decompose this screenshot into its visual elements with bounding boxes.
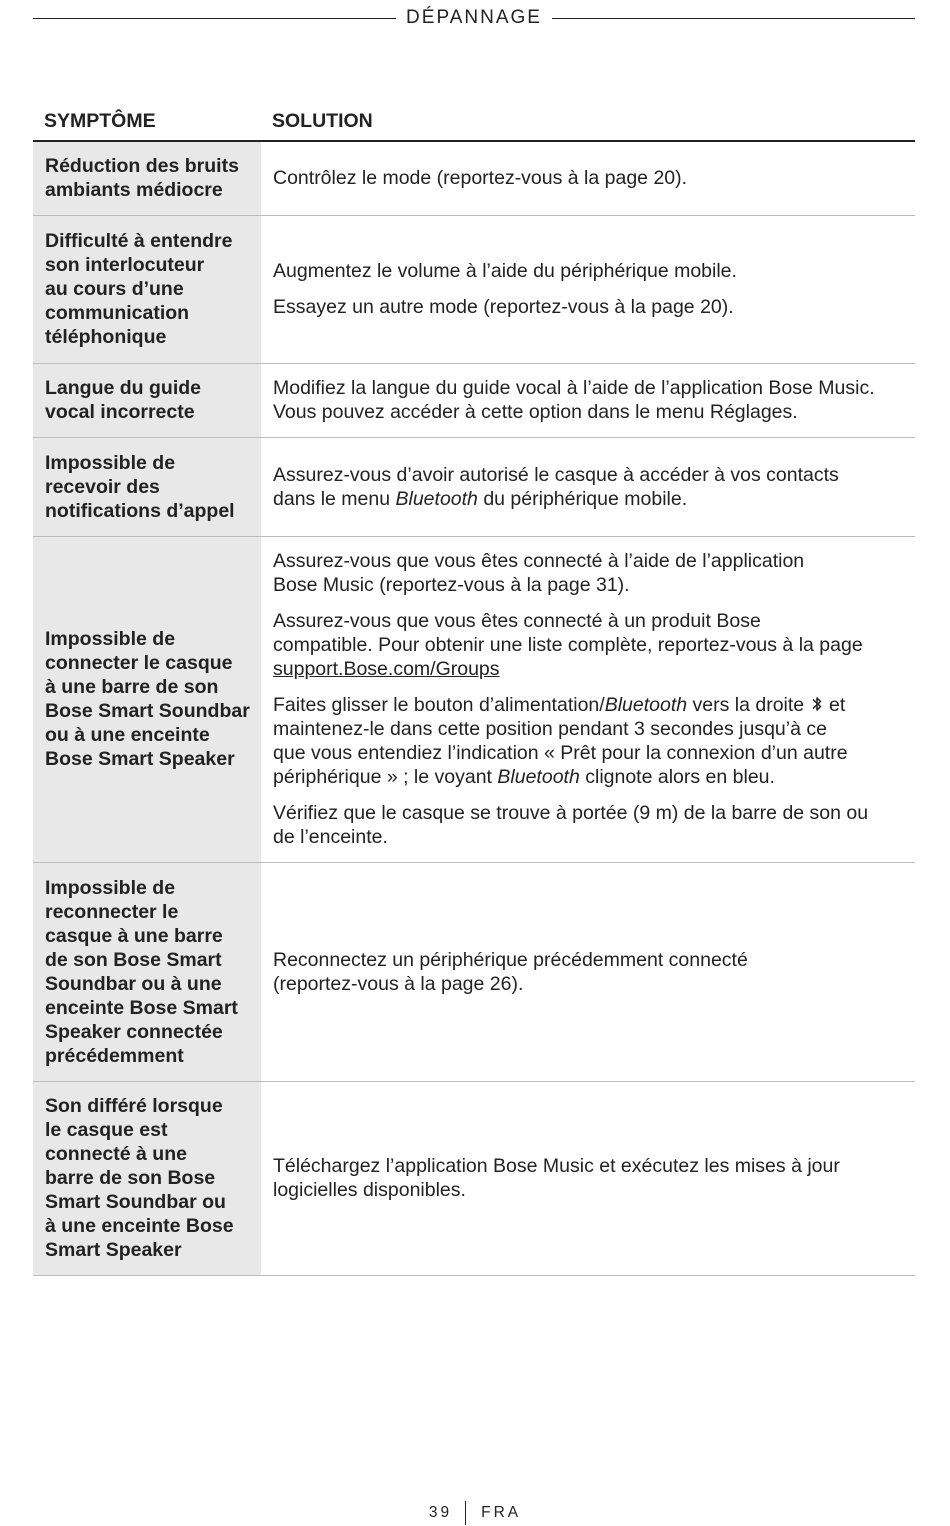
solution-text: Contrôlez le mode (reportez-vous à la page 20). [273, 167, 688, 190]
column-header-symptom: SYMPTÔME [33, 105, 261, 141]
symptom-cell [33, 1081, 261, 1275]
solution-text [273, 376, 905, 424]
table-row [33, 536, 915, 862]
solution-cell [261, 437, 915, 536]
symptom-line: enceinte Bose Smart [45, 996, 238, 1019]
symptom-cell [33, 862, 261, 1081]
solution-text [273, 609, 905, 681]
solution-line: Reconnectez un périphérique précédemment connecté [273, 948, 748, 971]
solution-line: Assurez-vous d’avoir autorisé le casque à accéder à vos contacts [273, 463, 839, 486]
page-number: 39 [428, 1504, 453, 1521]
symptom-line: son interlocuteur [45, 254, 205, 276]
bluetooth-term: Bluetooth [604, 694, 688, 716]
symptom-line: Soundbar ou à une [45, 972, 222, 995]
solution-line: maintenez-le dans cette position pendant 3 secondes jusqu’à ce [273, 718, 827, 740]
symptom-line: reconnecter le [45, 900, 179, 923]
symptom-line: Impossible de [45, 451, 176, 474]
symptom-cell [33, 536, 261, 862]
solution-line: périphérique » ; le voyant [273, 766, 498, 788]
solution-text [273, 948, 905, 996]
solution-cell [261, 141, 915, 215]
bluetooth-term: Bluetooth [395, 487, 478, 510]
symptom-cell [33, 215, 261, 363]
solution-line: (reportez-vous à la page 26). [273, 972, 524, 995]
symptom-line: Bose Smart Speaker [45, 748, 235, 770]
symptom-line: téléphonique [45, 326, 167, 348]
symptom-line: Langue du guide [45, 377, 201, 399]
symptom-line: à une enceinte Bose [45, 1215, 234, 1237]
symptom-line: barre de son Bose [45, 1167, 216, 1189]
table-row [33, 141, 915, 215]
symptom-line: Impossible de [45, 876, 176, 899]
symptom-line: Difficulté à entendre [45, 230, 233, 252]
solution-line: du périphérique mobile. [477, 487, 688, 510]
solution-line: Modifiez la langue du guide vocal à l’aide de l’application Bose Music. [273, 377, 875, 399]
symptom-cell [33, 437, 261, 536]
solution-line: clignote alors en bleu. [579, 766, 775, 788]
solution-cell [261, 862, 915, 1081]
table-row [33, 862, 915, 1081]
symptom-line: connecté à une [45, 1143, 187, 1165]
solution-text [273, 1154, 905, 1202]
column-header-solution: SOLUTION [261, 105, 915, 141]
symptom-line: Réduction des bruits [45, 155, 239, 178]
solution-text [273, 463, 905, 511]
table-header-row [33, 105, 915, 141]
table-row [33, 437, 915, 536]
symptom-line: Son différé lorsque [45, 1095, 223, 1117]
symptom-line: casque à une barre [45, 924, 223, 947]
support-link[interactable]: support.Bose.com/Groups [273, 658, 500, 680]
solution-line: dans le menu [273, 487, 396, 510]
solution-text: Augmentez le volume à l’aide du périphérique mobile. [273, 260, 737, 282]
symptom-line: notifications d’appel [45, 499, 235, 522]
solution-line: que vous entendiez l’indication « Prêt pour la connexion d’un autre [273, 742, 848, 764]
solution-line: et [823, 694, 846, 716]
symptom-line: ou à une enceinte [45, 724, 210, 746]
symptom-line: au cours d’une [45, 278, 184, 300]
footer-divider [465, 1501, 466, 1525]
table-row [33, 363, 915, 437]
solution-line: de l’enceinte. [273, 826, 388, 848]
solution-text [273, 801, 905, 849]
symptom-line: Smart Speaker [45, 1239, 182, 1261]
solution-line: Vérifiez que le casque se trouve à portée (9 m) de la barre de son ou [273, 802, 869, 824]
section-header [33, 6, 915, 30]
symptom-line: à une barre de son [45, 676, 219, 698]
solution-line: Faites glisser le bouton d’alimentation/ [273, 694, 605, 716]
section-title: DÉPANNAGE [406, 7, 542, 28]
solution-line: logicielles disponibles. [273, 1179, 466, 1201]
solution-line: Téléchargez l’application Bose Music et exécutez les mises à jour [273, 1155, 840, 1177]
solution-line: Bose Music (reportez-vous à la page 31). [273, 574, 630, 596]
solution-text: Essayez un autre mode (reportez-vous à la page 20). [273, 296, 734, 318]
header-rule-right [552, 18, 915, 19]
symptom-cell [33, 363, 261, 437]
solution-cell [261, 536, 915, 862]
page-footer [0, 1500, 950, 1526]
symptom-line: communication [45, 302, 190, 324]
solution-cell [261, 215, 915, 363]
symptom-line: Smart Soundbar ou [45, 1191, 226, 1213]
symptom-line: recevoir des [45, 475, 160, 498]
solution-line: compatible. Pour obtenir une liste complète, reportez-vous à la page [273, 634, 863, 656]
symptom-line: précédemment [45, 1044, 184, 1067]
bluetooth-term: Bluetooth [497, 766, 580, 788]
symptom-line: de son Bose Smart [45, 948, 222, 971]
solution-line: Assurez-vous que vous êtes connecté à l’aide de l’application [273, 550, 805, 572]
language-code: FRA [481, 1504, 522, 1521]
solution-cell [261, 363, 915, 437]
symptom-line: Impossible de [45, 628, 176, 650]
symptom-line: le casque est [45, 1119, 168, 1141]
troubleshooting-table [33, 105, 915, 1276]
solution-line: vers la droite [687, 694, 810, 716]
symptom-line: Speaker connectée [45, 1020, 223, 1043]
solution-line: Assurez-vous que vous êtes connecté à un produit Bose [273, 610, 761, 632]
symptom-line: Bose Smart Soundbar [45, 700, 250, 722]
symptom-line: connecter le casque [45, 652, 233, 674]
table-row [33, 1081, 915, 1275]
solution-text [273, 549, 905, 597]
header-rule-left [33, 18, 396, 19]
symptom-line: ambiants médiocre [45, 179, 223, 202]
symptom-cell [33, 141, 261, 215]
solution-line: Vous pouvez accéder à cette option dans le menu Réglages. [273, 401, 798, 423]
solution-text [273, 693, 905, 789]
solution-cell [261, 1081, 915, 1275]
bluetooth-icon [810, 695, 824, 713]
symptom-line: vocal incorrecte [45, 401, 195, 423]
table-row [33, 215, 915, 363]
